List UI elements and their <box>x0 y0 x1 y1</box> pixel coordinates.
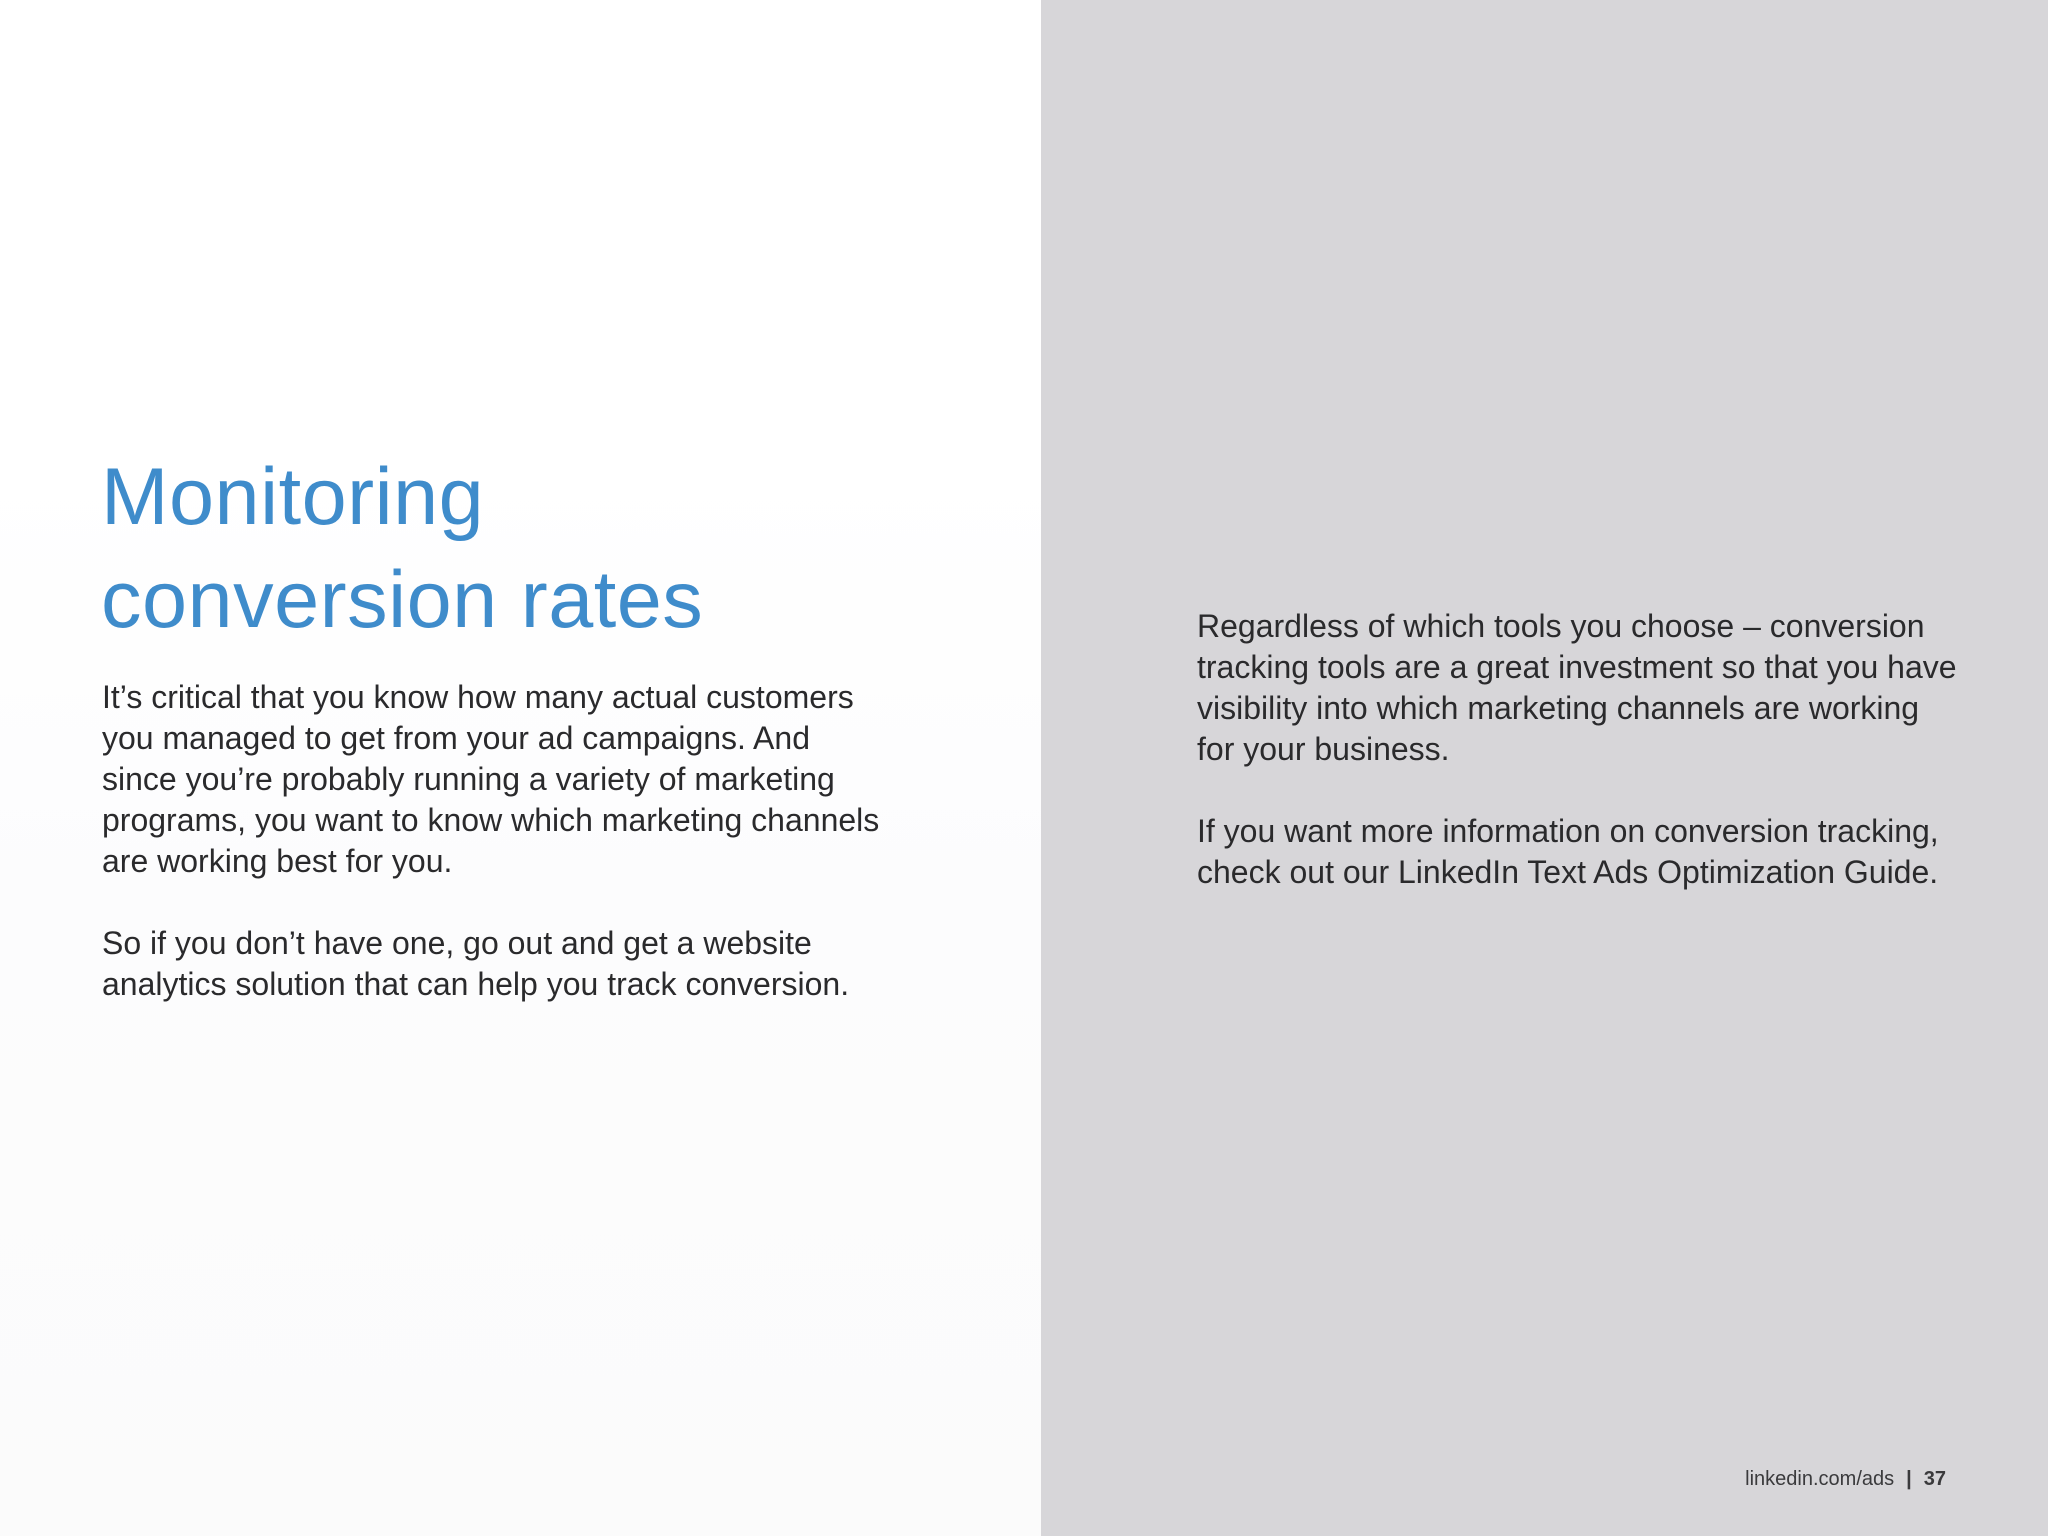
right-body-text <box>1197 606 1957 893</box>
page-number: 37 <box>1923 1468 1946 1490</box>
footer-separator: | <box>1906 1468 1912 1490</box>
footer-url: linkedin.com/ads <box>1745 1468 1895 1490</box>
page-title-line-2: conversion rates <box>101 555 704 645</box>
page-title-line-1: Monitoring <box>101 452 485 542</box>
page-footer <box>1745 1467 1946 1491</box>
page-title <box>101 446 1001 652</box>
intro-paragraph: It’s critical that you know how many actual customers you managed to get from your ad campaigns. And since you’re probably running a variety of marketing programs, you want to know which marketing channels are working best for you. <box>102 679 880 879</box>
tools-paragraph: Regardless of which tools you choose – conversion tracking tools are a great investment so that you have visibility into which marketing channels are working for your business. <box>1197 608 1957 767</box>
analytics-paragraph: So if you don’t have one, go out and get a website analytics solution that can help you track conversion. <box>102 925 850 1002</box>
more-info-paragraph: If you want more information on conversion tracking, check out our LinkedIn Text Ads Optimization Guide. <box>1197 813 1939 890</box>
left-body-text <box>102 677 882 1005</box>
